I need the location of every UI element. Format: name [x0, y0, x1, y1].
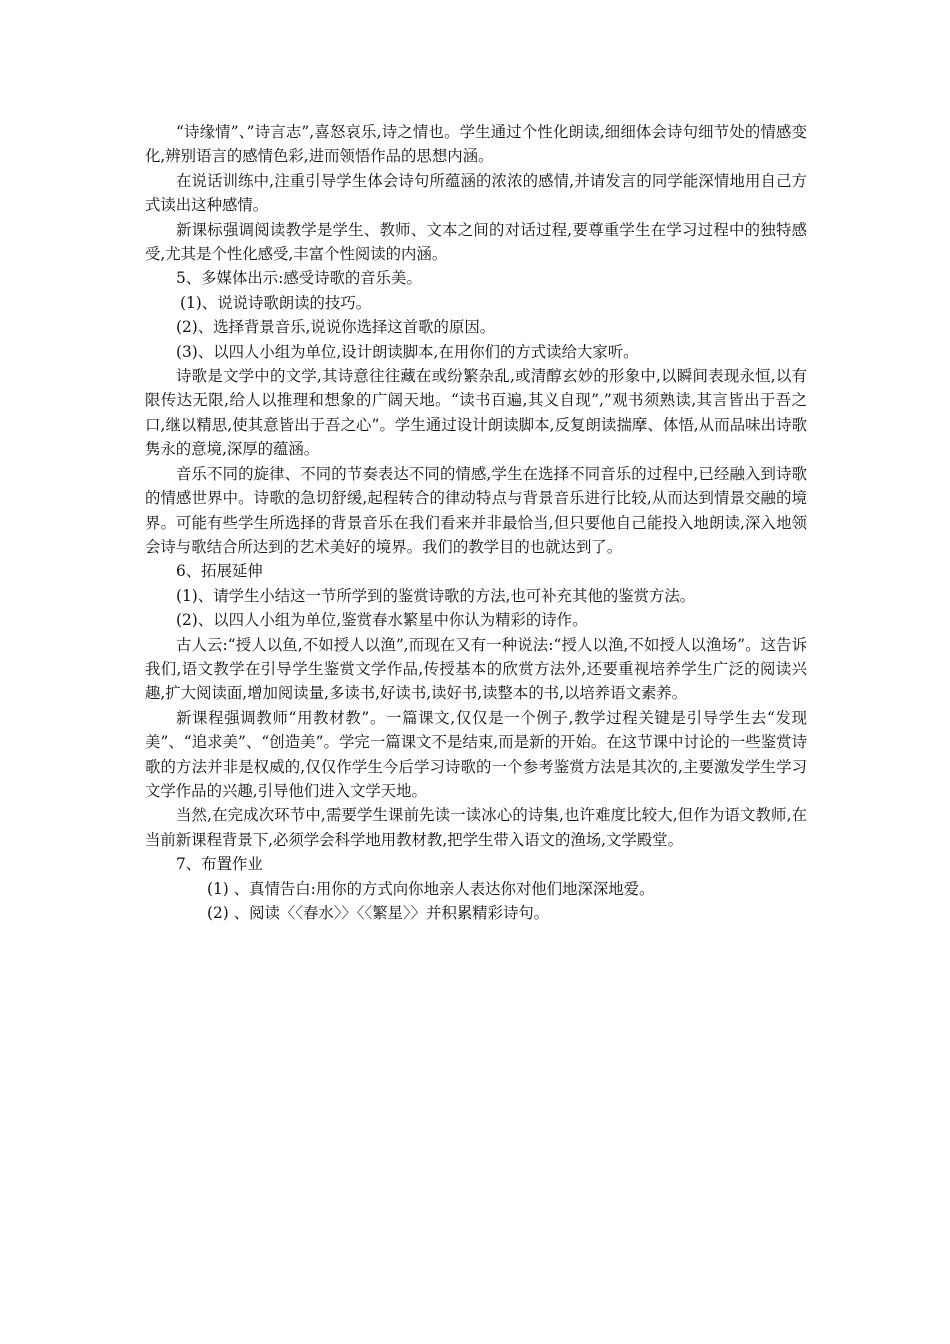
homework-item-2: (2) 、阅读〈〈春水〉〉〈〈繁星〉〉并积累精彩诗句。 — [207, 904, 550, 922]
paragraph-curriculum-reading: 新课标强调阅读教学是学生、教师、文本之间的对话过程,要尊重学生在学习过程中的独特感受,尤其是个性化感受,丰富个性阅读的内涵。 — [145, 220, 807, 264]
paragraph-music-melody: 音乐不同的旋律、不同的节奏表达不同的情感,学生在选择不同音乐的过程中,已经融入到诗歌的情感世界中。诗歌的急切舒缓,起程转合的律动特点与背景音乐进行比较,从而达到情景交融的境界。可能有些学生所选择的背景音乐在我们看来并非最恰当,但只要他自己能投入地朗读,深入地领会诗与歌结合所达到的艺术美好的境界。我们的教学目的也就达到了。 — [145, 464, 807, 556]
paragraph-ancient-saying: 古人云:“授人以鱼,不如授人以渔”,而现在又有一种说法:“授人以渔,不如授人以渔场”。这告诉我们,语文教学在引导学生鉴赏文学作品,传授基本的欣赏方法外,还要重视培养学生广泛的阅读兴趣,扩大阅读面,增加阅读量,多读书,好读书,读好书,读整本的书,以培养语文素养。 — [145, 635, 807, 703]
paragraph-speaking-training: 在说话训练中,注重引导学生体会诗句所蕴涵的浓浓的感情,并请发言的同学能深情地用自己方式读出这种感情。 — [145, 171, 807, 215]
paragraph-poetry-literature: 诗歌是文学中的文学,其诗意往往藏在或纷繁杂乱,或清醇玄妙的形象中,以瞬间表现永恒,以有限传达无限,给人以推理和想象的广阔天地。“读书百遍,其义自现”,”观书须熟读,其言皆出于吾之口,继以精思,使其意皆出于吾之心”。学生通过设计朗读脚本,反复朗读揣摩、体悟,从而品味出诗歌隽永的意境,深厚的蕴涵。 — [145, 367, 807, 459]
paragraph-teaching-materials: 新课程强调教师“用教材教”。一篇课文,仅仅是一个例子,教学过程关键是引导学生去“发现美”、“追求美”、“创造美”。学完一篇课文不是结束,而是新的开始。在这节课中讨论的一些鉴赏诗歌的方法并非是权威的,仅仅作学生今后学习诗歌的一个参考鉴赏方法是其次的,主要激发学生学习文学作品的兴趣,引导他们进入文学天地。 — [145, 708, 807, 800]
paragraph-bingxin-poems: 当然,在完成次环节中,需要学生课前先读一读冰心的诗集,也许难度比较大,但作为语文教师,在当前新课程背景下,必须学会科学地用教材教,把学生带入语文的渔场,文学殿堂。 — [145, 806, 807, 849]
paragraph-poetry-emotion: “诗缘情”、”诗言志”,喜怒哀乐,诗之情也。学生通过个性化朗读,细细体会诗句细节处的情感变化,辨别语言的感情色彩,进而领悟作品的思想内涵。 — [145, 123, 807, 166]
homework-item-1: (1) 、真情告白:用你的方式向你地亲人表达你对他们地深深地爱。 — [207, 879, 655, 898]
list-item-6-2: (2)、以四人小组为单位,鉴赏春水繁星中你认为精彩的诗作。 — [176, 611, 588, 630]
list-item-6-1: (1)、请学生小结这一节所学到的鉴赏诗歌的方法,也可补充其他的鉴赏方法。 — [176, 586, 696, 605]
section-heading-7: 7、布置作业 — [176, 855, 263, 874]
list-item-5-3: (3)、以四人小组为单位,设计朗读脚本,在用你们的方式读给大家听。 — [176, 342, 639, 361]
list-item-5-1: (1)、说说诗歌朗读的技巧。 — [180, 293, 372, 312]
section-heading-6: 6、拓展延伸 — [176, 562, 263, 581]
list-item-5-2: (2)、选择背景音乐,说说你选择这首歌的原因。 — [176, 318, 496, 337]
section-heading-5: 5、多媒体出示:感受诗歌的音乐美。 — [176, 269, 422, 288]
document-body — [145, 120, 807, 925]
